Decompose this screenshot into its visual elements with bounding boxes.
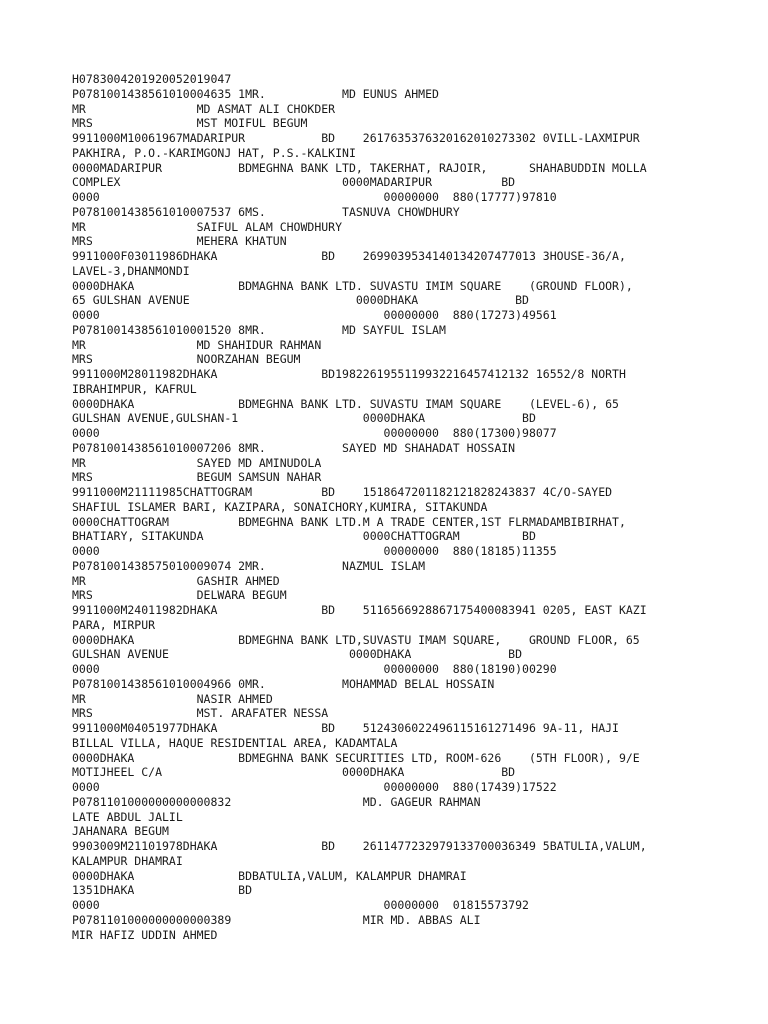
text-line: 0000DHAKA BDMEGHNA BANK SECURITIES LTD, ROOM-626 (5TH FLOOR), 9/E — [72, 750, 640, 765]
text-line: 0000 00000000 880(18190)00290 — [72, 662, 557, 676]
text-line: MR MD ASMAT ALI CHOKDER — [72, 101, 336, 116]
text-line: 9903009M21101978DHAKA BD 2611477232979133700036349 5BATULIA,VALUM, — [72, 839, 647, 853]
text-line: MR SAYED MD AMINUDOLA — [72, 455, 322, 470]
text-line: COMPLEX 0000MADARIPUR BD — [72, 175, 516, 190]
text-line: P0781101000000000000832 MD. GAGEUR RAHMAN — [72, 794, 481, 809]
text-line: P0781001438575010009074 2MR. NAZMUL ISLAM — [72, 558, 426, 573]
text-line: MRS NOORZAHAN BEGUM — [72, 352, 301, 367]
text-line: MOTIJHEEL C/A 0000DHAKA BD — [72, 765, 516, 780]
text-line: 0000 00000000 880(18185)11355 — [72, 544, 557, 558]
text-line: 0000MADARIPUR BDMEGHNA BANK LTD, TAKERHAT, RAJOIR, SHAHABUDDIN MOLLA — [72, 160, 647, 175]
text-line: P0781001438561010004635 1MR. MD EUNUS AHMED — [72, 86, 439, 101]
text-line: MR SAIFUL ALAM CHOWDHURY — [72, 219, 343, 234]
text-line: P0781101000000000000389 MIR MD. ABBAS ALI — [72, 912, 481, 927]
text-line: 0000DHAKA BDMAGHNA BANK LTD. SUVASTU IMIM SQUARE (GROUND FLOOR), — [72, 278, 633, 293]
text-line: GULSHAN AVENUE 0000DHAKA BD — [72, 647, 523, 662]
text-line: MRS MST MOIFUL BEGUM — [72, 116, 308, 131]
text-line: 0000DHAKA BDMEGHNA BANK LTD. SUVASTU IMAM SQUARE (LEVEL-6), 65 — [72, 396, 619, 411]
text-line: 9911000M21111985CHATTOGRAM BD 1518647201182121828243837 4C/O-SAYED — [72, 485, 613, 499]
text-line: 0000 00000000 880(17777)97810 — [72, 190, 557, 204]
text-line: MIR HAFIZ UDDIN AHMED — [72, 927, 218, 942]
text-line: KALAMPUR DHAMRAI — [72, 853, 183, 868]
text-line: 0000 00000000 880(17273)49561 — [72, 308, 557, 322]
text-line: MR NASIR AHMED — [72, 691, 273, 706]
text-line: 0000CHATTOGRAM BDMEGHNA BANK LTD.M A TRADE CENTER,1ST FLRMADAMBIBIRHAT, — [72, 514, 626, 529]
text-line: 0000DHAKA BDBATULIA,VALUM, KALAMPUR DHAMRAI — [72, 868, 467, 883]
text-line: 0000 00000000 880(17439)17522 — [72, 780, 557, 794]
text-line: MR MD SHAHIDUR RAHMAN — [72, 337, 322, 352]
text-line: P0781001438561010007537 6MS. TASNUVA CHOWDHURY — [72, 204, 460, 219]
text-line: P0781001438561010001520 8MR. MD SAYFUL ISLAM — [72, 322, 446, 337]
text-line: GULSHAN AVENUE,GULSHAN-1 0000DHAKA BD — [72, 411, 536, 426]
document-text — [72, 72, 712, 942]
text-line: SHAFIUL ISLAMER BARI, KAZIPARA, SONAICHORY,KUMIRA, SITAKUNDA — [72, 499, 488, 514]
text-line: 65 GULSHAN AVENUE 0000DHAKA BD — [72, 293, 529, 308]
text-line: 9911000M24011982DHAKA BD 5116566928867175400083941 0205, EAST KAZI — [72, 603, 647, 617]
text-line: MRS BEGUM SAMSUN NAHAR — [72, 470, 322, 485]
text-line: MR GASHIR AHMED — [72, 573, 280, 588]
text-line: BHATIARY, SITAKUNDA 0000CHATTOGRAM BD — [72, 529, 536, 544]
text-line: 0000 00000000 880(17300)98077 — [72, 426, 557, 440]
text-line: PARA, MIRPUR — [72, 617, 156, 632]
text-line: IBRAHIMPUR, KAFRUL — [72, 381, 197, 396]
text-line: MRS MEHERA KHATUN — [72, 234, 287, 249]
text-line: 1351DHAKA BD — [72, 883, 253, 898]
text-line: 9911000F03011986DHAKA BD 2699039534140134207477013 3HOUSE-36/A, — [72, 249, 626, 263]
text-line: 0000DHAKA BDMEGHNA BANK LTD,SUVASTU IMAM SQUARE, GROUND FLOOR, 65 — [72, 632, 640, 647]
text-line: P0781001438561010007206 8MR. SAYED MD SHAHADAT HOSSAIN — [72, 440, 516, 455]
text-line: 0000 00000000 01815573792 — [72, 898, 529, 912]
text-line: 9911000M28011982DHAKA BD1982261955119932216457412132 16552/8 NORTH — [72, 367, 626, 381]
text-line: 9911000M04051977DHAKA BD 5124306022496115161271496 9A-11, HAJI — [72, 721, 619, 735]
text-line: MRS DELWARA BEGUM — [72, 588, 287, 603]
text-line: LAVEL-3,DHANMONDI — [72, 263, 190, 278]
text-line: 9911000M10061967MADARIPUR BD 2617635376320162010273302 0VILL-LAXMIPUR — [72, 131, 640, 145]
text-line: MRS MST. ARAFATER NESSA — [72, 706, 329, 721]
text-line: JAHANARA BEGUM — [72, 824, 169, 839]
text-line: LATE ABDUL JALIL — [72, 809, 183, 824]
text-line: BILLAL VILLA, HAQUE RESIDENTIAL AREA, KADAMTALA — [72, 735, 398, 750]
text-line: P0781001438561010004966 0MR. MOHAMMAD BELAL HOSSAIN — [72, 676, 495, 691]
text-line: PAKHIRA, P.O.-KARIMGONJ HAT, P.S.-KALKINI — [72, 145, 356, 160]
text-line: H0783004201920052019047 — [72, 72, 232, 86]
